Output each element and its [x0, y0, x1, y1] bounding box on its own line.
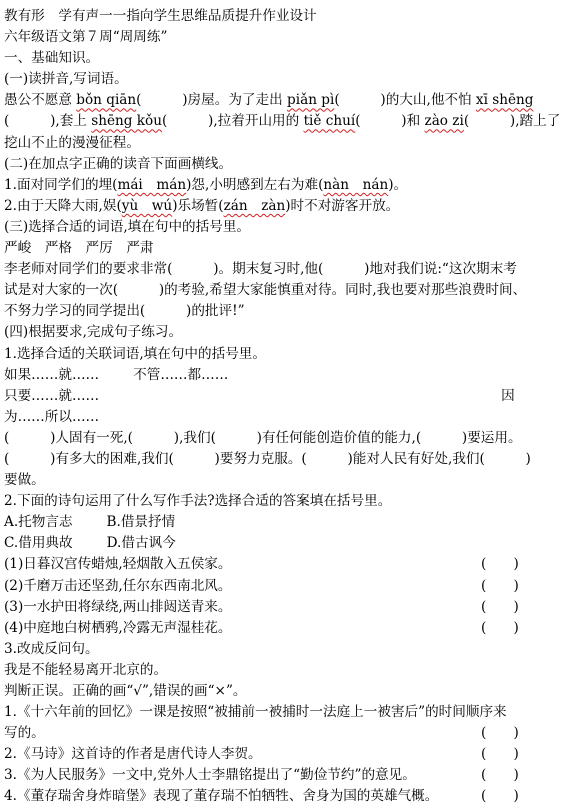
text: 1.面对同学们的埋( — [4, 176, 118, 193]
judge-text: 3.《为人民服务》一文中,党外人士李鼎铭提出了“勤俭节约”的意见。 — [4, 767, 416, 784]
pinyin: bǒn qiān — [76, 92, 137, 109]
text: ( )房屋。为了走出 — [136, 92, 288, 109]
text-line: 我是不能轻易离开北京的。 — [4, 661, 168, 678]
poem-line: (2)千磨万击还坚劲,任尔东西南北风。 — [4, 577, 232, 594]
answer-blank: ( ) — [481, 598, 519, 615]
worksheet — [4, 7, 580, 809]
text-line: ( )人固有一死,( ),我们( )有任何能创造价值的能力,( )要运用。 — [4, 429, 522, 446]
question-heading: (二)在加点字正确的读音下面画横线。 — [4, 155, 233, 172]
pinyin-choice: nàn nán — [323, 176, 389, 193]
reading-line — [4, 176, 580, 197]
conjunction: 如果……就…… — [4, 366, 100, 383]
answer-blank: ( ) — [481, 556, 519, 573]
conjunction: 因 — [501, 387, 515, 404]
text-line: ( )有多大的困难,我们( )要努力克服。( )能对人民有好处,我们( ) — [4, 450, 531, 467]
answer-blank: ( ) — [481, 725, 519, 742]
text: )。 — [388, 176, 408, 193]
question-heading: (四)根据要求,完成句子练习。 — [4, 324, 183, 341]
answer-options — [4, 513, 580, 534]
pinyin: tiě chuí — [303, 113, 356, 130]
answer-blank: ( ) — [481, 788, 519, 805]
text-line: 试是对大家的一次( )的考验,希望大家能慎重对待。同时,我也要对那些浪费时间、 — [4, 282, 527, 299]
poem-item — [4, 555, 580, 576]
text-line: 不努力学习的同学提出( )的批评!” — [4, 303, 245, 320]
option-d: D.借古讽今 — [106, 535, 176, 552]
conjunction-options: 为……所以…… — [4, 408, 100, 425]
question-heading: (三)选择合适的词语,填在句中的括号里。 — [4, 218, 251, 235]
text-line: 挖山不止的漫漫征程。 — [4, 134, 140, 151]
option-c: C.借用典故 — [4, 535, 73, 552]
text: ( )的大山,他不怕 — [334, 92, 476, 109]
text: 2.由于天降大雨,娱( — [4, 197, 122, 214]
text: ( ),踏上了 — [463, 113, 561, 130]
poem-line: (1)日暮汉宫传蜡烛,轻烟散入五侯家。 — [4, 556, 232, 573]
judge-item: 1.《十六年前的回忆》一课是按照“被捕前一被捕时一法庭上一被害后”的时间顺序来 — [4, 704, 507, 721]
text: )怨,小明感到左右为难( — [186, 176, 324, 193]
poem-item — [4, 598, 580, 619]
reading-line — [4, 197, 580, 218]
pinyin-line — [4, 112, 580, 133]
judge-text: 写的。 — [4, 725, 45, 742]
option-b: B.借景抒情 — [106, 514, 176, 531]
answer-options — [4, 534, 580, 555]
pinyin: shēng kǒu — [91, 113, 162, 130]
word-options: 严峻 严格 严厉 严肃 — [4, 240, 154, 257]
poem-item — [4, 577, 580, 598]
judge-text: 2.《马诗》这首诗的作者是唐代诗人李贺。 — [4, 746, 262, 763]
text: 愚公不愿意 — [4, 92, 77, 109]
pinyin: piǎn pì — [287, 92, 335, 109]
subquestion-heading: 1.选择合适的关联词语,填在句中的括号里。 — [4, 345, 266, 362]
subquestion-heading: 2.下面的诗句运用了什么写作手法?选择合适的答案填在括号里。 — [4, 493, 392, 510]
pinyin-choice: zán zàn — [223, 197, 286, 214]
subquestion-heading: 3.改成反问句。 — [4, 640, 99, 657]
judge-item — [4, 787, 580, 808]
text: ,套上 — [55, 113, 92, 130]
poem-line: (3)一水护田将绿绕,两山排闼送青来。 — [4, 598, 232, 615]
answer-blank: ( ) — [481, 577, 519, 594]
pinyin: zào zi — [424, 113, 464, 130]
text: ( ) — [4, 113, 56, 130]
conjunction: 只要……就…… — [4, 387, 100, 404]
judge-heading: 判断正误。正确的画“√”,错误的画“×”。 — [4, 683, 247, 699]
pinyin-choice: mái mán — [117, 176, 187, 193]
judge-item — [4, 766, 580, 787]
pinyin-choice: yù wú — [121, 197, 173, 214]
worksheet-title: 教有形 学有声一一指向学生思维品质提升作业设计 — [4, 8, 317, 24]
poem-line: (4)中庭地白树栖鸦,冷露无声湿桂花。 — [4, 619, 232, 636]
text: ( )和 — [355, 113, 425, 130]
answer-blank: ( ) — [481, 767, 519, 784]
answer-blank: ( ) — [481, 619, 519, 636]
option-a: A.托物言志 — [4, 514, 73, 531]
judge-item — [4, 745, 580, 766]
conjunction-options — [4, 387, 580, 408]
text-line: 要做。 — [4, 472, 45, 489]
answer-blank: ( ) — [481, 746, 519, 763]
pinyin: xī shēng — [475, 92, 534, 109]
question-heading: (一)读拼音,写词语。 — [4, 71, 128, 88]
poem-item — [4, 619, 580, 640]
worksheet-subtitle: 六年级语文第７周“周周练” — [4, 29, 168, 46]
conjunction-options — [4, 366, 580, 387]
conjunction: 不管……都…… — [133, 366, 229, 383]
text: )时不对游客开放。 — [285, 197, 400, 214]
judge-item — [4, 724, 580, 745]
text-line: 李老师对同学们的要求非常( )。期末复习时,他( )地对我们说:“这次期末考 — [4, 261, 517, 278]
text: )乐场暂( — [172, 197, 224, 214]
judge-text: 4.《董存瑞舍身炸暗堡》表现了董存瑞不怕牺牲、舍身为国的英雄气概。 — [4, 788, 439, 805]
text: ( ),拉着开山用的 — [161, 113, 304, 130]
pinyin-line — [4, 91, 580, 112]
section-heading: 一、基础知识。 — [4, 50, 100, 67]
